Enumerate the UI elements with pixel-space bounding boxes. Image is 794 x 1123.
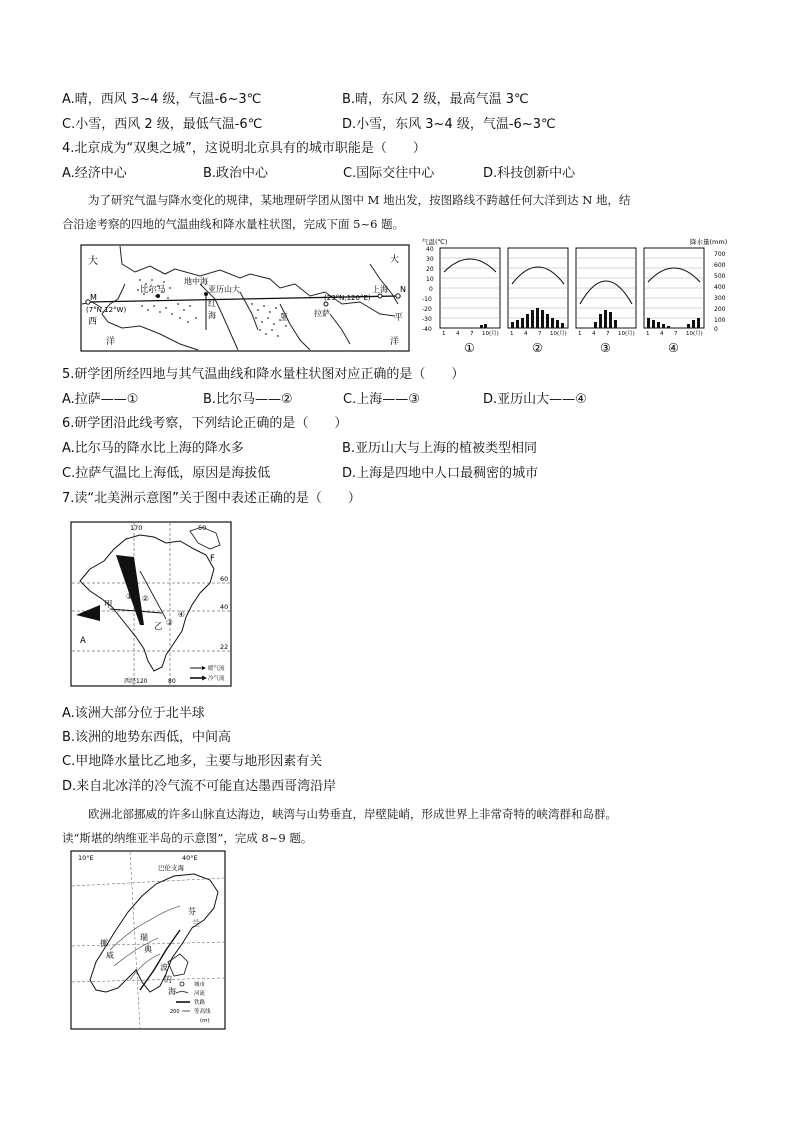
q5-option-c: C.上海——③	[343, 392, 420, 407]
svg-text:4: 4	[524, 331, 528, 337]
svg-text:300: 300	[714, 295, 726, 302]
svg-text:7: 7	[606, 331, 610, 337]
q5-stem: 5.研学团所经四地与其气温曲线和降水量柱状图对应正确的是（ ）	[62, 367, 465, 382]
label-f: F	[210, 554, 215, 564]
label-yi: 乙	[154, 622, 163, 632]
svg-text:③: ③	[166, 618, 173, 627]
svg-text:10: 10	[426, 276, 434, 283]
q6-option-d: D.上海是四地中人口最稠密的城市	[342, 466, 539, 481]
label-xi: 西	[88, 317, 98, 327]
svg-text:1: 1	[510, 331, 514, 337]
label-m: M	[90, 293, 97, 302]
q6-option-a: A.比尔马的降水比上海的降水多	[62, 441, 244, 456]
svg-text:4: 4	[456, 331, 460, 337]
legend-rail: 铁路	[194, 1000, 206, 1006]
passage2-line1: 欧洲北部挪威的许多山脉直达海边，峡湾与山势垂直，岸壁陡峭，形成世界上非常奇特的峡湾群和岛群。	[88, 807, 617, 821]
q6-stem: 6.研学团沿此线考察，下列结论正确的是（ ）	[62, 416, 348, 431]
svg-text:50: 50	[198, 524, 207, 532]
label-yalishanda: 亚历山大	[208, 285, 240, 294]
label-n: N	[400, 285, 406, 294]
label-yang-left: 洋	[106, 337, 116, 347]
svg-text:-30: -30	[422, 316, 432, 323]
svg-text:40: 40	[220, 603, 229, 611]
svg-text:40°E: 40°E	[182, 854, 198, 862]
label-hong: 红	[208, 299, 216, 308]
passage2-line2: 读“斯堪的纳维亚半岛的示意图”，完成 8~9 题。	[62, 831, 313, 845]
svg-text:瑞: 瑞	[140, 933, 148, 942]
svg-text:④: ④	[178, 610, 185, 619]
panel-label-3: ③	[600, 341, 611, 355]
svg-text:②: ②	[142, 594, 149, 603]
svg-text:400: 400	[714, 284, 726, 291]
svg-text:1: 1	[442, 331, 446, 337]
svg-text:-20: -20	[422, 306, 432, 313]
q5-option-b: B.比尔马——②	[203, 392, 293, 407]
q3-option-c: C.小雪，西风 2 级，最低气温-6℃	[62, 117, 263, 132]
svg-text:芬: 芬	[188, 907, 196, 916]
svg-text:海: 海	[168, 987, 176, 996]
climate-charts	[420, 236, 732, 358]
q7-stem: 7.读“北美洲示意图”关于图中表述正确的是（ ）	[62, 491, 361, 506]
svg-text:7: 7	[674, 331, 678, 337]
svg-text:7: 7	[538, 331, 542, 337]
svg-text:7: 7	[470, 331, 474, 337]
panel-label-1: ①	[464, 341, 475, 355]
svg-text:1: 1	[646, 331, 650, 337]
svg-text:西经120: 西经120	[124, 678, 148, 685]
svg-text:10(月): 10(月)	[482, 331, 499, 337]
scandinavia-map	[70, 850, 226, 1030]
svg-text:10(月): 10(月)	[550, 331, 567, 337]
label-beierma: 比尔马	[140, 285, 166, 295]
svg-text:0: 0	[714, 326, 718, 333]
svg-text:600: 600	[714, 262, 726, 269]
legend-city: 城市	[194, 982, 206, 988]
label-da-right: 大	[390, 255, 400, 265]
label-jia: 甲	[104, 600, 113, 610]
svg-text:700: 700	[714, 251, 726, 258]
q6-option-c: C.拉萨气温比上海低，原因是海拔低	[62, 466, 271, 481]
svg-text:威: 威	[106, 951, 114, 960]
q3-option-b: B.晴，东风 2 级，最高气温 3℃	[342, 92, 529, 107]
q5-option-a: A.拉萨——①	[62, 392, 139, 407]
q3-option-d: D.小雪，东风 3~4 级，气温-6~3℃	[342, 117, 556, 132]
label-shanghai: 上海	[372, 285, 388, 294]
svg-text:10(月): 10(月)	[686, 331, 703, 337]
label-yang-right: 洋	[390, 337, 400, 347]
legend-river: 河流	[194, 991, 206, 997]
svg-text:兰: 兰	[192, 919, 200, 928]
q4-option-d: D.科技创新中心	[483, 166, 576, 181]
q4-option-c: C.国际交往中心	[343, 166, 435, 181]
label-lasa: 拉萨	[314, 309, 330, 318]
svg-text:①: ①	[126, 592, 133, 601]
label-dizhonghai: 地中海	[184, 277, 208, 286]
route-map	[80, 244, 410, 352]
svg-text:22: 22	[220, 643, 229, 651]
svg-text:100: 100	[714, 317, 726, 324]
q6-option-b: B.亚历山大与上海的植被类型相同	[342, 441, 538, 456]
label-xiangshan: 亚	[280, 313, 288, 322]
legend-cold: 冷气流	[208, 676, 225, 682]
label-barents: 巴伦支海	[158, 864, 184, 872]
svg-text:30: 30	[426, 256, 434, 263]
q7-option-a: A.该洲大部分位于北半球	[62, 706, 205, 721]
label-a: A	[80, 636, 86, 646]
svg-text:10(月): 10(月)	[618, 331, 635, 337]
panel-label-2: ②	[532, 341, 543, 355]
svg-text:4: 4	[592, 331, 596, 337]
legend-warm: 暖气流	[208, 666, 225, 672]
svg-text:4: 4	[660, 331, 664, 337]
label-hai: 海	[208, 311, 216, 320]
q4-stem: 4.北京成为“双奥之城”，这说明北京具有的城市职能是（ ）	[62, 141, 426, 156]
svg-text:典: 典	[144, 945, 152, 954]
svg-text:200: 200	[170, 1009, 180, 1015]
svg-text:10°E: 10°E	[78, 854, 94, 862]
q4-option-a: A.经济中心	[62, 166, 127, 181]
svg-text:20: 20	[426, 266, 434, 273]
legend-contour: 等高线	[194, 1009, 211, 1015]
svg-text:的: 的	[164, 975, 172, 984]
svg-text:40: 40	[426, 246, 434, 253]
q5-option-d: D.亚历山大——④	[483, 392, 587, 407]
label-da-left: 大	[88, 256, 98, 267]
svg-text:-40: -40	[422, 326, 432, 333]
label-ping: 平	[394, 313, 404, 323]
passage1-line2: 合沿途考察的四地的气温曲线和降水量柱状图，完成下面 5~6 题。	[62, 217, 405, 231]
svg-text:500: 500	[714, 273, 726, 280]
q4-option-b: B.政治中心	[203, 166, 269, 181]
label-m-coord: (7°N,12°W)	[86, 306, 127, 314]
svg-text:170: 170	[130, 524, 143, 532]
y-left-title: 气温(℃)	[422, 238, 448, 246]
panel-label-4: ④	[668, 341, 679, 355]
svg-text:挪: 挪	[100, 939, 108, 948]
svg-text:80: 80	[168, 678, 176, 685]
svg-text:(m): (m)	[200, 1018, 210, 1024]
svg-text:0: 0	[429, 286, 433, 293]
q7-option-d: D.来自北冰洋的冷气流不可能直达墨西哥湾沿岸	[62, 779, 337, 794]
q7-option-c: C.甲地降水量比乙地多，主要与地形因素有关	[62, 754, 323, 769]
svg-text:200: 200	[714, 306, 726, 313]
svg-text:波: 波	[160, 963, 168, 972]
label-n-coord: (29°N,120°E)	[324, 294, 371, 302]
y-right-title: 降水量(mm)	[690, 238, 728, 246]
q3-option-a: A.晴，西风 3~4 级，气温-6~3℃	[62, 92, 262, 107]
svg-text:60: 60	[220, 575, 229, 583]
q7-option-b: B.该洲的地势东西低，中间高	[62, 730, 232, 745]
passage1-line1: 为了研究气温与降水变化的规律，某地理研学团从图中 M 地出发，按图路线不跨越任何大洋到达 N 地，结	[88, 193, 631, 207]
north-america-map	[70, 521, 232, 687]
svg-text:1: 1	[578, 331, 582, 337]
svg-text:-10: -10	[422, 296, 432, 303]
